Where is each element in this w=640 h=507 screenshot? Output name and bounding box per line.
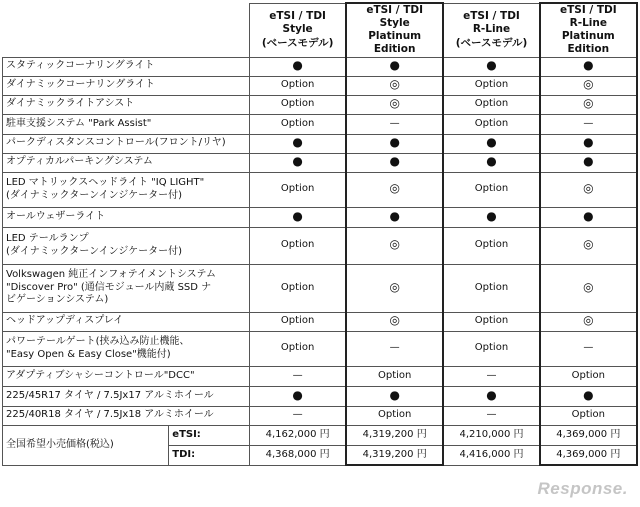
- equipment-table: [2, 2, 638, 466]
- standard-dot: ●: [292, 154, 303, 169]
- feature-value: [540, 331, 637, 366]
- feature-label: [3, 114, 250, 134]
- feature-label: [3, 227, 250, 264]
- feature-label-line: 225/40R18 タイヤ / 7.5Jx18 アルミホイール: [6, 409, 214, 421]
- standard-dot: ●: [583, 208, 594, 223]
- standard-double-circle: ◎: [389, 96, 400, 111]
- standard-double-circle: ◎: [583, 181, 594, 196]
- price-row-etsi: [3, 425, 638, 445]
- option-text: Option: [571, 369, 605, 381]
- option-text: Option: [377, 369, 412, 381]
- not-available-dash: —: [389, 117, 400, 129]
- feature-label: [3, 312, 250, 331]
- feature-value: [443, 227, 539, 264]
- feature-row: [3, 264, 638, 312]
- feature-label: [3, 366, 250, 386]
- standard-dot: ●: [389, 154, 400, 169]
- feature-label-line: LED テールランプ: [6, 233, 89, 244]
- not-available-dash: —: [292, 369, 303, 381]
- feature-value: [540, 76, 637, 95]
- header-row: [3, 3, 638, 57]
- standard-dot: ●: [292, 58, 303, 73]
- feature-value: [540, 207, 637, 227]
- standard-dot: ●: [583, 387, 594, 402]
- tdi-price: 4,368,000 円: [250, 445, 346, 465]
- feature-value: [346, 227, 443, 264]
- not-available-dash: —: [486, 369, 497, 381]
- not-available-dash: —: [389, 342, 400, 354]
- feature-value: [346, 153, 443, 172]
- feature-label: [3, 95, 250, 114]
- option-text: Option: [571, 409, 605, 421]
- feature-row: [3, 172, 638, 207]
- feature-value: [250, 153, 346, 172]
- option-text: Option: [377, 409, 412, 421]
- feature-label: [3, 57, 250, 76]
- feature-label-line: ヘッドアップディスプレイ: [6, 315, 124, 327]
- feature-row: [3, 207, 638, 227]
- option-text: Option: [474, 117, 509, 129]
- standard-dot: ●: [389, 58, 400, 73]
- feature-label: [3, 172, 250, 207]
- not-available-dash: —: [583, 342, 594, 354]
- feature-value: [250, 406, 346, 425]
- feature-value: [540, 227, 637, 264]
- standard-double-circle: ◎: [389, 279, 400, 294]
- standard-double-circle: ◎: [389, 237, 400, 252]
- grade-header-line: (ベースモデル): [261, 36, 334, 49]
- standard-dot: ●: [486, 135, 497, 150]
- grade-header-1: [250, 3, 346, 57]
- option-text: Option: [474, 183, 509, 195]
- feature-value: [540, 153, 637, 172]
- feature-value: [443, 312, 539, 331]
- feature-label-line: 225/45R17 タイヤ / 7.5Jx17 アルミホイール: [6, 389, 214, 401]
- standard-dot: ●: [486, 154, 497, 169]
- feature-value: [540, 95, 637, 114]
- option-text: Option: [280, 79, 315, 91]
- feature-value: [443, 76, 539, 95]
- standard-dot: ●: [389, 208, 400, 223]
- grade-header-line: eTSI / TDI: [269, 10, 326, 23]
- standard-double-circle: ◎: [389, 181, 400, 196]
- feature-row: [3, 331, 638, 366]
- standard-dot: ●: [389, 387, 400, 402]
- standard-dot: ●: [583, 58, 594, 73]
- not-available-dash: —: [292, 409, 303, 421]
- response-watermark: Response.: [537, 479, 628, 498]
- grade-header-line: Style: [379, 17, 410, 30]
- option-text: Option: [474, 98, 509, 110]
- feature-label: [3, 153, 250, 172]
- feature-label: [3, 406, 250, 425]
- feature-label: [3, 207, 250, 227]
- feature-value: [443, 207, 539, 227]
- feature-value: [346, 172, 443, 207]
- feature-value: [250, 386, 346, 406]
- feature-row: [3, 227, 638, 264]
- standard-dot: ●: [486, 58, 497, 73]
- feature-value: [250, 57, 346, 76]
- feature-value: [443, 134, 539, 153]
- tdi-price: 4,416,000 円: [443, 445, 539, 465]
- option-text: Option: [474, 342, 509, 354]
- feature-row: [3, 134, 638, 153]
- feature-value: [346, 57, 443, 76]
- feature-value: [346, 331, 443, 366]
- feature-value: [540, 312, 637, 331]
- tdi-price: 4,369,000 円: [540, 445, 637, 465]
- feature-label-line: オプティカルパーキングシステム: [6, 156, 153, 168]
- feature-value: [540, 134, 637, 153]
- grade-header-line: R-Line: [569, 17, 607, 30]
- feature-value: [250, 227, 346, 264]
- feature-value: [250, 95, 346, 114]
- etsi-price: 4,162,000 円: [250, 425, 346, 445]
- option-text: Option: [280, 239, 315, 251]
- etsi-price: 4,369,000 円: [540, 425, 637, 445]
- feature-value: [346, 114, 443, 134]
- standard-dot: ●: [292, 387, 303, 402]
- option-text: Option: [280, 98, 315, 110]
- feature-value: [346, 312, 443, 331]
- feature-label: [3, 264, 250, 312]
- option-text: Option: [474, 281, 509, 293]
- option-text: Option: [280, 281, 315, 293]
- feature-value: [443, 386, 539, 406]
- feature-row: [3, 76, 638, 95]
- grade-header-line: Platinum Edition: [561, 30, 615, 56]
- feature-value: [346, 95, 443, 114]
- standard-dot: ●: [389, 135, 400, 150]
- feature-row: [3, 114, 638, 134]
- standard-double-circle: ◎: [583, 279, 594, 294]
- feature-label-line: Volkswagen 純正インフォテイメントシステム: [6, 269, 216, 281]
- grade-header-line: eTSI / TDI: [366, 4, 424, 16]
- feature-value: [250, 331, 346, 366]
- feature-row: [3, 153, 638, 172]
- standard-dot: ●: [292, 208, 303, 223]
- feature-value: [250, 172, 346, 207]
- tdi-price: 4,319,200 円: [346, 445, 443, 465]
- feature-label: [3, 134, 250, 153]
- feature-value: [250, 207, 346, 227]
- feature-value: [443, 406, 539, 425]
- option-text: Option: [474, 239, 509, 251]
- etsi-price: 4,319,200 円: [346, 425, 443, 445]
- standard-dot: ●: [486, 208, 497, 223]
- grade-header-4: [540, 3, 637, 57]
- grade-header-line: eTSI / TDI: [559, 4, 617, 16]
- feature-label: [3, 331, 250, 366]
- option-text: Option: [280, 342, 315, 354]
- standard-double-circle: ◎: [583, 237, 594, 252]
- grade-header-line: eTSI / TDI: [463, 10, 520, 23]
- feature-label-line: オールウェザーライト: [6, 210, 106, 222]
- feature-label-line: (ダイナミックターンインジケーター付): [6, 245, 183, 257]
- feature-value: [346, 207, 443, 227]
- feature-value: [443, 114, 539, 134]
- feature-value: [443, 264, 539, 312]
- feature-value: [250, 114, 346, 134]
- feature-value: [443, 95, 539, 114]
- feature-value: [346, 406, 443, 425]
- header-corner: [3, 3, 250, 57]
- feature-label-line: "Easy Open & Easy Close"機能付): [6, 348, 171, 360]
- feature-label-line: アダプティブシャシーコントロール"DCC": [6, 369, 195, 381]
- standard-double-circle: ◎: [389, 313, 400, 328]
- feature-row: [3, 366, 638, 386]
- standard-double-circle: ◎: [583, 313, 594, 328]
- feature-value: [443, 172, 539, 207]
- feature-row: [3, 406, 638, 425]
- feature-value: [346, 366, 443, 386]
- standard-dot: ●: [583, 154, 594, 169]
- feature-value: [540, 57, 637, 76]
- feature-label-line: "Discover Pro" (通信モジュール内蔵 SSD ナ: [6, 281, 212, 293]
- feature-value: [540, 386, 637, 406]
- feature-value: [346, 76, 443, 95]
- feature-row: [3, 386, 638, 406]
- not-available-dash: —: [583, 117, 594, 129]
- option-text: Option: [474, 315, 509, 327]
- feature-label-line: パークディスタンスコントロール(フロント/リヤ): [6, 137, 226, 149]
- etsi-price: 4,210,000 円: [443, 425, 539, 445]
- grade-header-line: Style: [282, 23, 313, 36]
- grade-header-line: (ベースモデル): [455, 36, 528, 49]
- standard-dot: ●: [292, 135, 303, 150]
- grade-header-3: [443, 3, 539, 57]
- option-text: Option: [280, 315, 315, 327]
- feature-row: [3, 57, 638, 76]
- feature-value: [250, 134, 346, 153]
- grade-header-2: [346, 3, 443, 57]
- feature-label-line: ダイナミックライトアシスト: [6, 98, 135, 110]
- option-text: Option: [474, 79, 509, 91]
- feature-label: [3, 76, 250, 95]
- feature-value: [250, 76, 346, 95]
- feature-value: [346, 386, 443, 406]
- feature-value: [443, 153, 539, 172]
- not-available-dash: —: [486, 409, 497, 421]
- feature-value: [443, 366, 539, 386]
- feature-value: [540, 264, 637, 312]
- grade-header-line: Platinum Edition: [368, 30, 422, 56]
- feature-value: [443, 57, 539, 76]
- etsi-label: eTSI:: [169, 425, 250, 445]
- feature-value: [250, 366, 346, 386]
- standard-dot: ●: [486, 387, 497, 402]
- feature-value: [540, 114, 637, 134]
- option-text: Option: [280, 183, 315, 195]
- feature-value: [250, 312, 346, 331]
- standard-dot: ●: [583, 135, 594, 150]
- grade-header-line: R-Line: [472, 23, 511, 36]
- feature-label-line: LED マトリックスヘッドライト "IQ LIGHT": [6, 177, 205, 188]
- feature-value: [540, 406, 637, 425]
- feature-label-line: (ダイナミックターンインジケーター付): [6, 189, 183, 201]
- standard-double-circle: ◎: [583, 77, 594, 92]
- price-label: 全国希望小売価格(税込): [3, 425, 169, 465]
- feature-value: [346, 134, 443, 153]
- feature-value: [250, 264, 346, 312]
- feature-value: [443, 331, 539, 366]
- feature-label-line: スタティックコーナリングライト: [6, 60, 155, 72]
- feature-value: [540, 172, 637, 207]
- standard-double-circle: ◎: [583, 96, 594, 111]
- tdi-label: TDI:: [169, 445, 250, 465]
- feature-row: [3, 95, 638, 114]
- feature-label-line: ビゲーションシステム): [6, 294, 109, 306]
- standard-double-circle: ◎: [389, 77, 400, 92]
- feature-label-line: パワーテールゲート(挟み込み防止機能、: [6, 336, 190, 347]
- feature-label-line: ダイナミックコーナリングライト: [6, 79, 155, 91]
- feature-value: [540, 366, 637, 386]
- feature-label-line: 駐車支援システム "Park Assist": [6, 117, 152, 129]
- feature-row: [3, 312, 638, 331]
- option-text: Option: [280, 117, 315, 129]
- feature-label: [3, 386, 250, 406]
- feature-value: [346, 264, 443, 312]
